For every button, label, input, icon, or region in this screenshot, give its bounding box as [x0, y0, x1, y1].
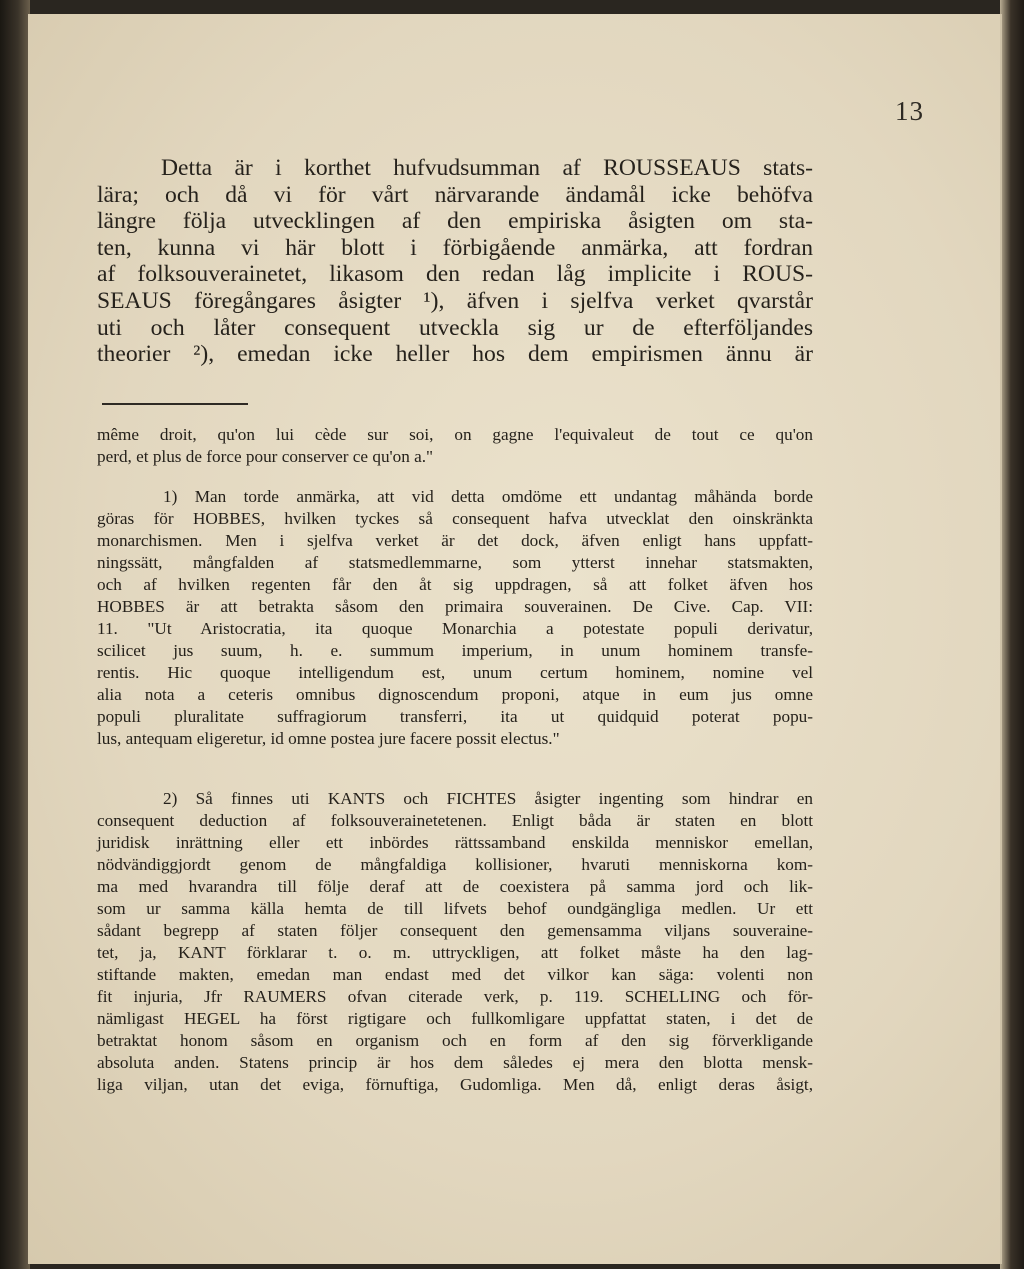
footnote-separator-rule: [102, 403, 248, 405]
footnote-line: liga viljan, utan det eviga, förnuftiga, Gudomliga. Men då, enligt deras åsigt,: [97, 1075, 813, 1094]
footnote-line: rentis. Hic quoque intelligendum est, unum certum hominem, nomine vel: [97, 663, 813, 682]
footnote-line: betraktat honom såsom en organism och en form af den sig förverkligande: [97, 1031, 813, 1050]
footnote-line: populi pluralitate suffragiorum transferri, ita ut quidquid poterat popu-: [97, 707, 813, 726]
body-line: längre följa utvecklingen af den empiriska åsigten om sta-: [97, 208, 813, 235]
footnote-line: tet, ja, KANT förklarar t. o. m. uttryckligen, att folket måste ha den lag-: [97, 943, 813, 962]
book-binding-edge: [0, 0, 30, 1269]
body-line: SEAUS föregångares åsigter ¹), äfven i sjelfva verket qvarstår: [97, 287, 813, 314]
footnote-line: nämligast HEGEL ha först rigtigare och fullkomligare uppfattat staten, i det de: [97, 1009, 813, 1028]
footnote-line: 1) Man torde anmärka, att vid detta omdöme ett undantag måhända borde: [163, 487, 813, 506]
footnote-line: scilicet jus suum, h. e. summum imperium, in unum hominem transfe-: [97, 641, 813, 660]
footnote-line: juridisk inrättning eller ett inbördes rättssamband enskilda menniskor emellan,: [97, 833, 813, 852]
footnote-line: göras för HOBBES, hvilken tyckes så consequent hafva utvecklat den oinskränkta: [97, 509, 813, 528]
footnote-line: absoluta anden. Statens princip är hos dem således ej mera den blotta mensk-: [97, 1053, 813, 1072]
page-number: 13: [895, 96, 924, 126]
footnote-line: 11. "Ut Aristocratia, ita quoque Monarchia a potestate populi derivatur,: [97, 619, 813, 638]
footnote-line: fit injuria, Jfr RAUMERS ofvan citerade verk, p. 119. SCHELLING och för-: [97, 987, 813, 1006]
body-line: lära; och då vi för vårt närvarande ändamål icke behöfva: [97, 181, 813, 208]
footnote-line: och af hvilken regenten får den åt sig uppdragen, så att folket äfven hos: [97, 575, 813, 594]
footnote-line: ma med hvarandra till följe deraf att de coexistera på samma jord och lik-: [97, 877, 813, 896]
footnote-line: même droit, qu'on lui cède sur soi, on gagne l'equivaleut de tout ce qu'on: [97, 425, 813, 444]
footnote-line: som ur samma källa hemta de till lifvets behof oundgängliga medlen. Ur ett: [97, 899, 813, 918]
body-line: uti och låter consequent utveckla sig ur de efterföljandes: [97, 314, 813, 341]
main-text: [97, 155, 813, 368]
footnote-line: consequent deduction af folksouverainetetenen. Enligt båda är staten en blott: [97, 811, 813, 830]
footnote-line: stiftande makten, emedan man endast med det vilkor kan säga: volenti non: [97, 965, 813, 984]
footnote-line: monarchismen. Men i sjelfva verket är det dock, äfven enligt hans uppfatt-: [97, 531, 813, 550]
footnote-continued: [97, 424, 813, 468]
body-line: Detta är i korthet hufvudsumman af ROUSSEAUS stats-: [161, 155, 813, 181]
footnote-2: [97, 788, 813, 1096]
footnote-1: [97, 486, 813, 750]
footnote-line: 2) Så finnes uti KANTS och FICHTES åsigter ingenting som hindrar en: [163, 789, 813, 808]
footnote-line: sådant begrepp af staten följer consequent den gemensamma viljans souveraine-: [97, 921, 813, 940]
footnote-line: lus, antequam eligeretur, id omne postea jure facere possit electus.": [97, 729, 560, 748]
footnote-line: perd, et plus de force pour conserver ce qu'on a.": [97, 447, 434, 466]
page-edge: [1000, 0, 1024, 1269]
footnote-line: ningssätt, mångfalden af statsmedlemmarne, som ytterst innehar statsmakten,: [97, 553, 813, 572]
footnote-line: HOBBES är att betrakta såsom den primaira souverainen. De Cive. Cap. VII:: [97, 597, 813, 616]
body-line: af folksouverainetet, likasom den redan låg implicite i ROUS-: [97, 261, 813, 288]
footnote-line: nödvändiggjordt genom de mångfaldiga kollisioner, hvaruti menniskorna kom-: [97, 855, 813, 874]
body-line: theorier ²), emedan icke heller hos dem empirismen ännu är: [97, 341, 813, 368]
footnote-line: alia nota a ceteris omnibus dignoscendum proponi, atque in eum jus omne: [97, 685, 813, 704]
body-line: ten, kunna vi här blott i förbigående anmärka, att fordran: [97, 234, 813, 261]
